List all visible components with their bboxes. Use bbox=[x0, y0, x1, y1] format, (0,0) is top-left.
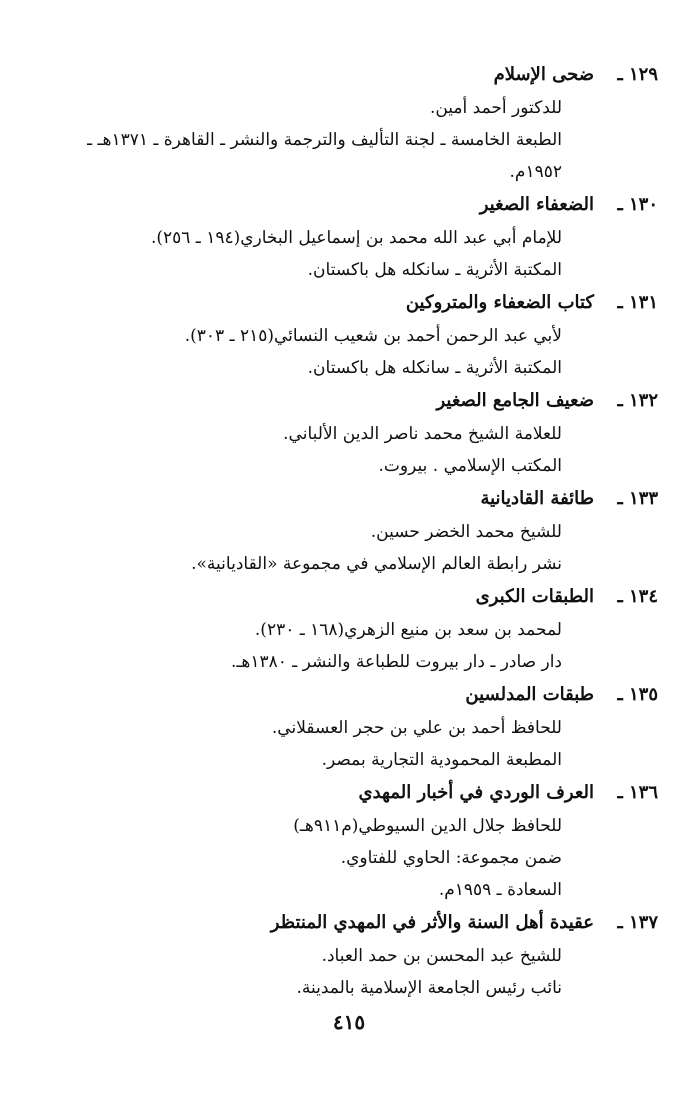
entry-133 bbox=[38, 482, 658, 580]
entry-132 bbox=[38, 384, 658, 482]
entry-header bbox=[38, 286, 658, 320]
entry-header bbox=[38, 482, 658, 516]
entry-author: للإمام أبي عبد الله محمد بن إسماعيل البخاري(١٩٤ ـ ٢٥٦). bbox=[150, 228, 562, 248]
entry-header bbox=[38, 58, 658, 92]
bibliography-page bbox=[38, 58, 658, 1004]
entry-number: ١٣٣ ـ bbox=[617, 488, 658, 509]
entry-137 bbox=[38, 906, 658, 1004]
entry-header bbox=[38, 678, 658, 712]
entry-header bbox=[38, 188, 658, 222]
entry-title: طبقات المدلسين bbox=[465, 684, 594, 705]
entry-title: العرف الوردي في أخبار المهدي bbox=[358, 782, 594, 803]
entry-number: ١٣٢ ـ bbox=[617, 390, 658, 411]
entry-author: للحافظ أحمد بن علي بن حجر العسقلاني. bbox=[271, 718, 562, 738]
entry-author: للشيخ عبد المحسن بن حمد العباد. bbox=[321, 946, 562, 966]
entry-number: ١٣٦ ـ bbox=[617, 782, 658, 803]
entry-publisher: المطبعة المحمودية التجارية بمصر. bbox=[321, 750, 562, 770]
entry-author: للعلامة الشيخ محمد ناصر الدين الألباني. bbox=[283, 424, 562, 444]
entry-title: الطبقات الكبرى bbox=[475, 586, 594, 607]
entry-129 bbox=[38, 58, 658, 188]
entry-author: للشيخ محمد الخضر حسين. bbox=[370, 522, 562, 542]
entry-author: للحافظ جلال الدين السيوطي(م٩١١هـ) bbox=[293, 816, 562, 836]
entry-collection: ضمن مجموعة: الحاوي للفتاوي. bbox=[340, 848, 562, 868]
entry-title: ضعيف الجامع الصغير bbox=[436, 390, 594, 411]
entry-title: عقيدة أهل السنة والأثر في المهدي المنتظر bbox=[270, 912, 594, 933]
entry-header bbox=[38, 906, 658, 940]
entry-author: لمحمد بن سعد بن منيع الزهري(١٦٨ ـ ٢٣٠). bbox=[254, 620, 562, 640]
entry-author: للدكتور أحمد أمين. bbox=[429, 98, 562, 118]
entry-number: ١٣٥ ـ bbox=[617, 684, 658, 705]
entry-number: ١٢٩ ـ bbox=[617, 64, 658, 85]
entry-author-role: نائب رئيس الجامعة الإسلامية بالمدينة. bbox=[296, 978, 562, 998]
entry-title: الضعفاء الصغير bbox=[479, 194, 594, 215]
entry-title: كتاب الضعفاء والمتروكين bbox=[405, 292, 594, 313]
page-number: ٤١٥ bbox=[332, 1010, 366, 1034]
entry-header bbox=[38, 776, 658, 810]
entry-publisher: دار صادر ـ دار بيروت للطباعة والنشر ـ ١٣٨٠هـ. bbox=[230, 652, 562, 672]
entry-author: لأبي عبد الرحمن أحمد بن شعيب النسائي(٢١٥ ـ ٣٠٣). bbox=[184, 326, 562, 346]
entry-title: طائفة القاديانية bbox=[480, 488, 594, 509]
entry-publisher: نشر رابطة العالم الإسلامي في مجموعة «القاديانية». bbox=[191, 554, 562, 574]
entry-header bbox=[38, 580, 658, 614]
entry-134 bbox=[38, 580, 658, 678]
entry-publisher: المكتبة الأثرية ـ سانكله هل باكستان. bbox=[307, 358, 562, 378]
entry-131 bbox=[38, 286, 658, 384]
entry-publisher-continued: ١٩٥٢م. bbox=[509, 162, 562, 182]
entry-135 bbox=[38, 678, 658, 776]
entry-publisher: الطبعة الخامسة ـ لجنة التأليف والترجمة والنشر ـ القاهرة ـ ١٣٧١هـ ـ bbox=[87, 130, 562, 150]
entry-136 bbox=[38, 776, 658, 906]
entry-header bbox=[38, 384, 658, 418]
entry-publisher: المكتب الإسلامي . بيروت. bbox=[378, 456, 562, 476]
entry-publisher: المكتبة الأثرية ـ سانكله هل باكستان. bbox=[307, 260, 562, 280]
entry-number: ١٣٠ ـ bbox=[617, 194, 658, 215]
entry-130 bbox=[38, 188, 658, 286]
entry-number: ١٣٧ ـ bbox=[617, 912, 658, 933]
entry-publisher: السعادة ـ ١٩٥٩م. bbox=[438, 880, 562, 900]
entry-number: ١٣١ ـ bbox=[617, 292, 658, 313]
entry-title: ضحى الإسلام bbox=[493, 64, 594, 85]
entry-number: ١٣٤ ـ bbox=[617, 586, 658, 607]
